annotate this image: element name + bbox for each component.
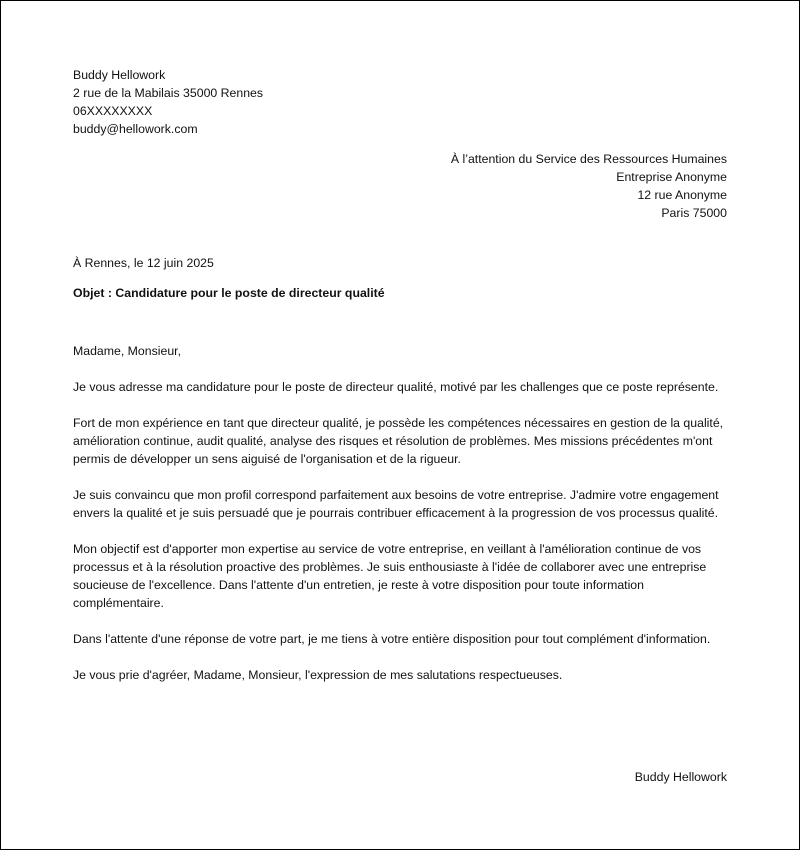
sender-phone: 06XXXXXXXX: [73, 104, 153, 118]
body-paragraph: Je vous adresse ma candidature pour le poste de directeur qualité, motivé par les challenges que ce poste représente.: [73, 380, 719, 394]
body-paragraph: Mon objectif est d'apporter mon expertise au service de votre entreprise, en veillant à l'amélioration continue de vos processus et à la résolution proactive des problèmes. Je suis enthousiaste à l'idée de collaborer avec une entreprise soucieuse de l'excellence. Dans l'attente d'un entretien, je reste à votre disposition pour toute information complémentaire.: [73, 542, 707, 610]
recipient-attention: À l’attention du Service des Ressources Humaines: [450, 152, 727, 166]
body-paragraph: Je suis convaincu que mon profil correspond parfaitement aux besoins de votre entreprise. J'admire votre engagement envers la qualité et je suis persuadé que je pourrais contribuer efficacement à la progression de vos processus qualité.: [73, 488, 719, 520]
recipient-street: 12 rue Anonyme: [637, 188, 727, 202]
closing-paragraph: Je vous prie d'agréer, Madame, Monsieur, l'expression de mes salutations respectueuses.: [73, 668, 563, 682]
sender-name: Buddy Hellowork: [73, 68, 166, 82]
body-paragraph: Fort de mon expérience en tant que directeur qualité, je possède les compétences nécessaires en gestion de la qualité, amélioration continue, audit qualité, analyse des risques et résolution de problèmes. Mes missions précédentes m'ont permis de développer un sens aiguisé de l'organisation et de la rigueur.: [73, 416, 724, 466]
recipient-block: [451, 150, 727, 222]
signature: Buddy Hellowork: [634, 770, 727, 784]
sender-address: 2 rue de la Mabilais 35000 Rennes: [73, 86, 264, 100]
subject-line: Objet : Candidature pour le poste de directeur qualité: [73, 286, 385, 300]
sender-email: buddy@hellowork.com: [73, 122, 198, 136]
body-paragraph: Dans l'attente d'une réponse de votre part, je me tiens à votre entière disposition pour tout complément d'information.: [73, 632, 711, 646]
sender-block: [73, 66, 263, 138]
recipient-company: Entreprise Anonyme: [616, 170, 727, 184]
letter-body: [73, 342, 733, 702]
salutation: Madame, Monsieur,: [73, 344, 181, 358]
date-line: À Rennes, le 12 juin 2025: [73, 256, 214, 270]
recipient-city: Paris 75000: [661, 206, 727, 220]
